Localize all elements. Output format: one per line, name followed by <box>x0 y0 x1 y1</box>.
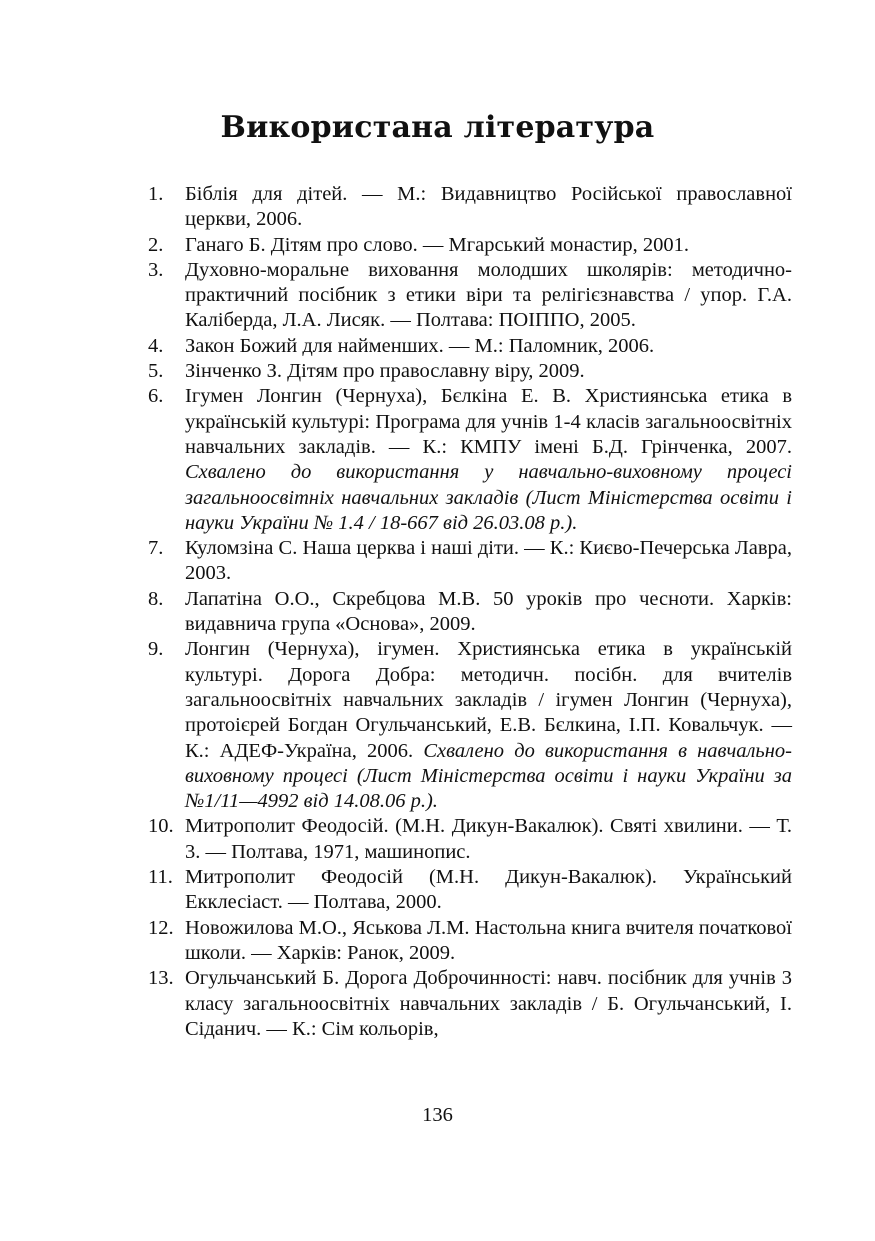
bibliography-item <box>148 587 792 638</box>
item-number: 7. <box>148 537 164 560</box>
item-text: Ігумен Лонгин (Чернуха), Бєлкіна Е. В. Християнська етика в українській культурі: Програма для учнів 1-4 класів загальноосвітніх навчальних закладів. — К.: КМПУ імені Б.Д. Грінченка, 2007. <box>185 385 792 458</box>
approval-note: Схвалено до використання в навчально-виховному процесі (Лист Міністерства освіти і науки України за №1/11—4992 від 14.08.06 р.). <box>185 739 792 813</box>
item-text: Митрополит Феодосій. (М.Н. Дикун-Вакалюк). Святі хвилини. — Т. 3. — Полтава, 1971, машинопис. <box>185 815 792 863</box>
item-text: Митрополит Феодосій (М.Н. Дикун-Вакалюк). Український Екклесіаст. — Полтава, 2000. <box>185 866 792 914</box>
item-number: 13. <box>148 967 174 990</box>
item-text: Закон Божий для найменших. — М.: Паломник, 2006. <box>185 334 655 357</box>
bibliography-list <box>148 182 792 1042</box>
item-text: Біблія для дітей. — М.: Видавництво Російської православної церкви, 2006. <box>185 183 792 231</box>
item-number: 6. <box>148 385 164 408</box>
item-number: 2. <box>148 233 164 256</box>
item-number: 12. <box>148 916 174 939</box>
approval-note: Схвалено до використання у навчально-виховному процесі загальноосвітніх навчальних закладів (Лист Міністерства освіти і науки України № 1.4 / 18-667 від 26.03.08 р.). <box>185 461 792 534</box>
bibliography-item <box>148 536 792 587</box>
item-text: Ганаго Б. Дітям про слово. — Мгарський монастир, 2001. <box>185 233 689 256</box>
item-number: 10. <box>148 815 174 838</box>
bibliography-item <box>148 334 792 359</box>
item-number: 3. <box>148 258 164 281</box>
item-text: Зінченко З. Дітям про православну віру, 2009. <box>185 360 585 383</box>
bibliography-item <box>148 258 792 334</box>
item-number: 11. <box>148 866 173 889</box>
bibliography-item <box>148 233 792 258</box>
bibliography-item <box>148 865 792 916</box>
item-number: 8. <box>148 587 164 610</box>
item-text: Куломзіна С. Наша церква і наші діти. — К.: Києво-Печерська Лавра, 2003. <box>185 537 792 585</box>
item-text: Огульчанський Б. Дорога Доброчинності: навч. посібник для учнів 3 класу загальноосвітніх навчальних закладів / Б. Огульчанський, І. Сіданич. — К.: Сім кольорів, <box>185 967 792 1040</box>
item-number: 9. <box>148 638 164 661</box>
item-text: Лапатіна О.О., Скребцова М.В. 50 уроків про чесноти. Харків: видавнича група «Основа», 2009. <box>185 587 792 636</box>
item-text: Лонгин (Чернуха), ігумен. Християнська етика в українській культурі. Дорога Добра: методичн. посібн. для вчителів загальноосвітніх навчальних закладів / ігумен Лонгин (Чернуха), протоієрей Богдан Огульчанський, Е.В. Бєлкина, І.П. Ковальчук. — К.: АДЕФ-Україна, 2006. <box>185 638 792 762</box>
bibliography-item <box>148 384 792 536</box>
bibliography-item <box>148 359 792 384</box>
page-title: Використана література <box>220 110 655 145</box>
item-number: 1. <box>148 183 164 205</box>
item-text: Новожилова М.О., Яськова Л.М. Настольна книга вчителя початкової школи. — Харків: Ранок, 2009. <box>185 916 792 964</box>
item-number: 4. <box>148 334 164 357</box>
item-number: 5. <box>148 360 164 383</box>
bibliography-item <box>148 814 792 865</box>
bibliography-item <box>148 637 792 814</box>
page-number: 136 <box>422 1104 453 1126</box>
item-text: Духовно-моральне виховання молодших школярів: методично-практичний посібник з етики віри та релігієзнавства / упор. Г.А. Каліберда, Л.А. Лисяк. — Полтава: ПОІППО, 2005. <box>185 258 792 332</box>
bibliography-item <box>148 966 792 1042</box>
bibliography-item <box>148 182 792 233</box>
bibliography-item <box>148 916 792 967</box>
